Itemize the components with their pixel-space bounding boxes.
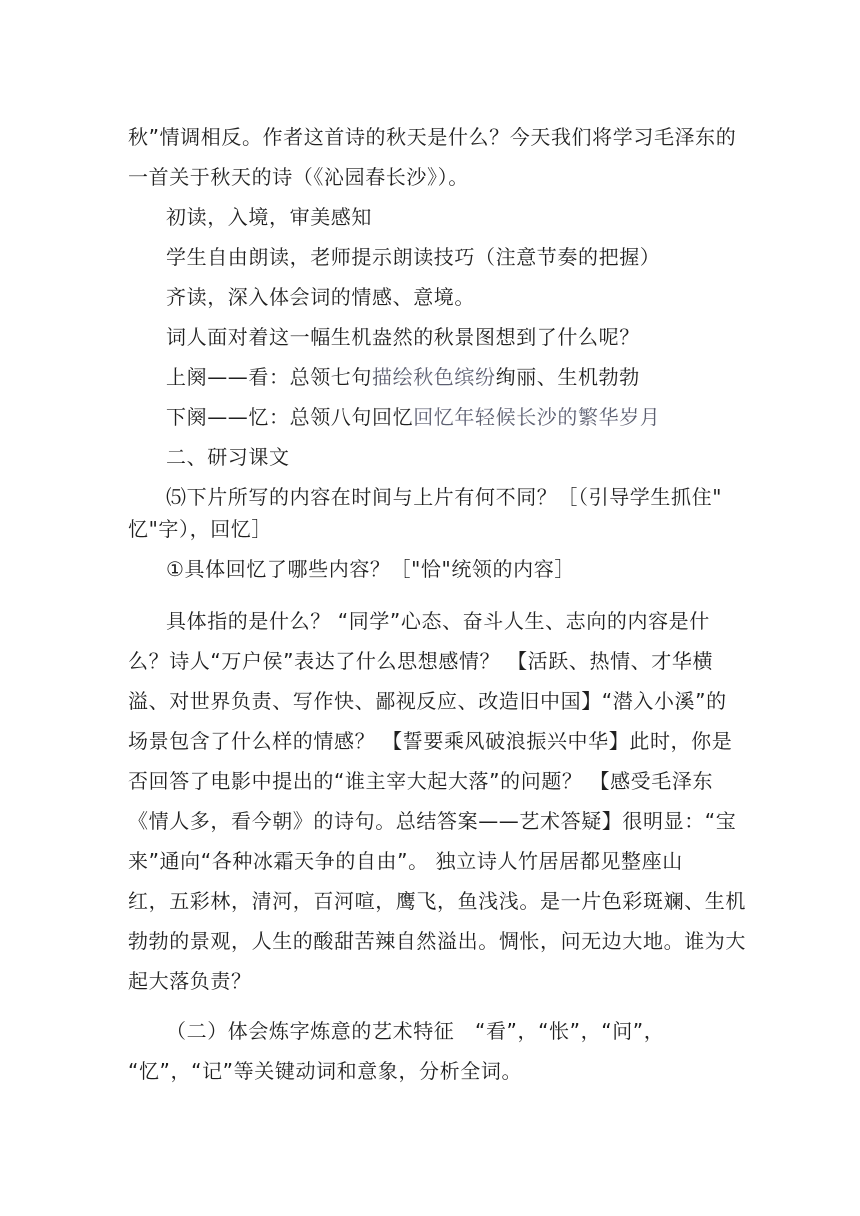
text-line: ⑸下片所写的内容在时间与上片有何不同？［（引导学生抓住" bbox=[166, 485, 722, 509]
text-line: 否回答了电影中提出的“谁主宰大起大落”的问题？ 【感受毛泽东 bbox=[128, 769, 714, 793]
line-segment-highlight: 描绘秋色缤纷 bbox=[372, 365, 496, 389]
text-line: 具体指的是什么？ “同学”心态、奋斗人生、志向的内容是什 bbox=[166, 609, 710, 633]
text-line: 学生自由朗读，老师提示朗读技巧（注意节奏的把握） bbox=[166, 245, 661, 269]
section-heading: 二、研习课文 bbox=[166, 445, 290, 469]
text-line: 红，五彩林，清河，百河喧，鹰飞，鱼浅浅。是一片色彩斑斓、生机 bbox=[128, 889, 746, 913]
text-line: 齐读，深入体会词的情感、意境。 bbox=[166, 285, 475, 309]
text-line: 来”通向“各种冰霜天争的自由”。 独立诗人竹居居都见整座山 bbox=[128, 849, 683, 873]
text-line: 么？诗人“万户侯”表达了什么思想感情？ 【活跃、热情、才华横 bbox=[128, 649, 714, 673]
text-line: 场景包含了什么样的情感？ 【誓要乘风破浪振兴中华】此时，你是 bbox=[128, 729, 733, 753]
text-line: 起大落负责？ bbox=[128, 969, 252, 993]
line-segment: 上阕——看：总领七句 bbox=[166, 365, 372, 389]
section-heading: 初读，入境，审美感知 bbox=[166, 205, 372, 229]
text-line: “忆”，“记”等关键动词和意象，分析全词。 bbox=[128, 1059, 523, 1083]
text-line: 忆"字），回忆］ bbox=[128, 517, 272, 541]
text-line bbox=[166, 363, 860, 391]
line-segment-highlight: 回忆年轻候长沙的繁华岁月 bbox=[413, 405, 661, 429]
text-line: 一首关于秋天的诗（《沁园春长沙》）。 bbox=[128, 165, 469, 189]
line-segment: 下阕——忆：总领八句回忆 bbox=[166, 405, 414, 429]
text-line: 溢、对世界负责、写作快、鄙视反应、改造旧中国】“潜入小溪”的 bbox=[128, 689, 727, 713]
text-line: 词人面对着这一幅生机盎然的秋景图想到了什么呢？ bbox=[166, 325, 640, 349]
line-segment: 绚丽、生机勃勃 bbox=[495, 365, 640, 389]
text-line: 《情人多，看今朝》的诗句。总结答案——艺术答疑】很明显：“宝 bbox=[128, 809, 737, 833]
text-line: 勃勃的景观，人生的酸甜苦辣自然溢出。惆怅，问无边大地。谁为大 bbox=[128, 929, 746, 953]
text-line: ①具体回忆了哪些内容？［"恰"统领的内容］ bbox=[166, 557, 575, 581]
text-line: （二）体会炼字炼意的艺术特征 “看”，“怅”，“问”， bbox=[166, 1019, 665, 1043]
text-line bbox=[166, 403, 860, 431]
text-line: 秋”情调相反。作者这首诗的秋天是什么？今天我们将学习毛泽东的 bbox=[128, 125, 737, 149]
